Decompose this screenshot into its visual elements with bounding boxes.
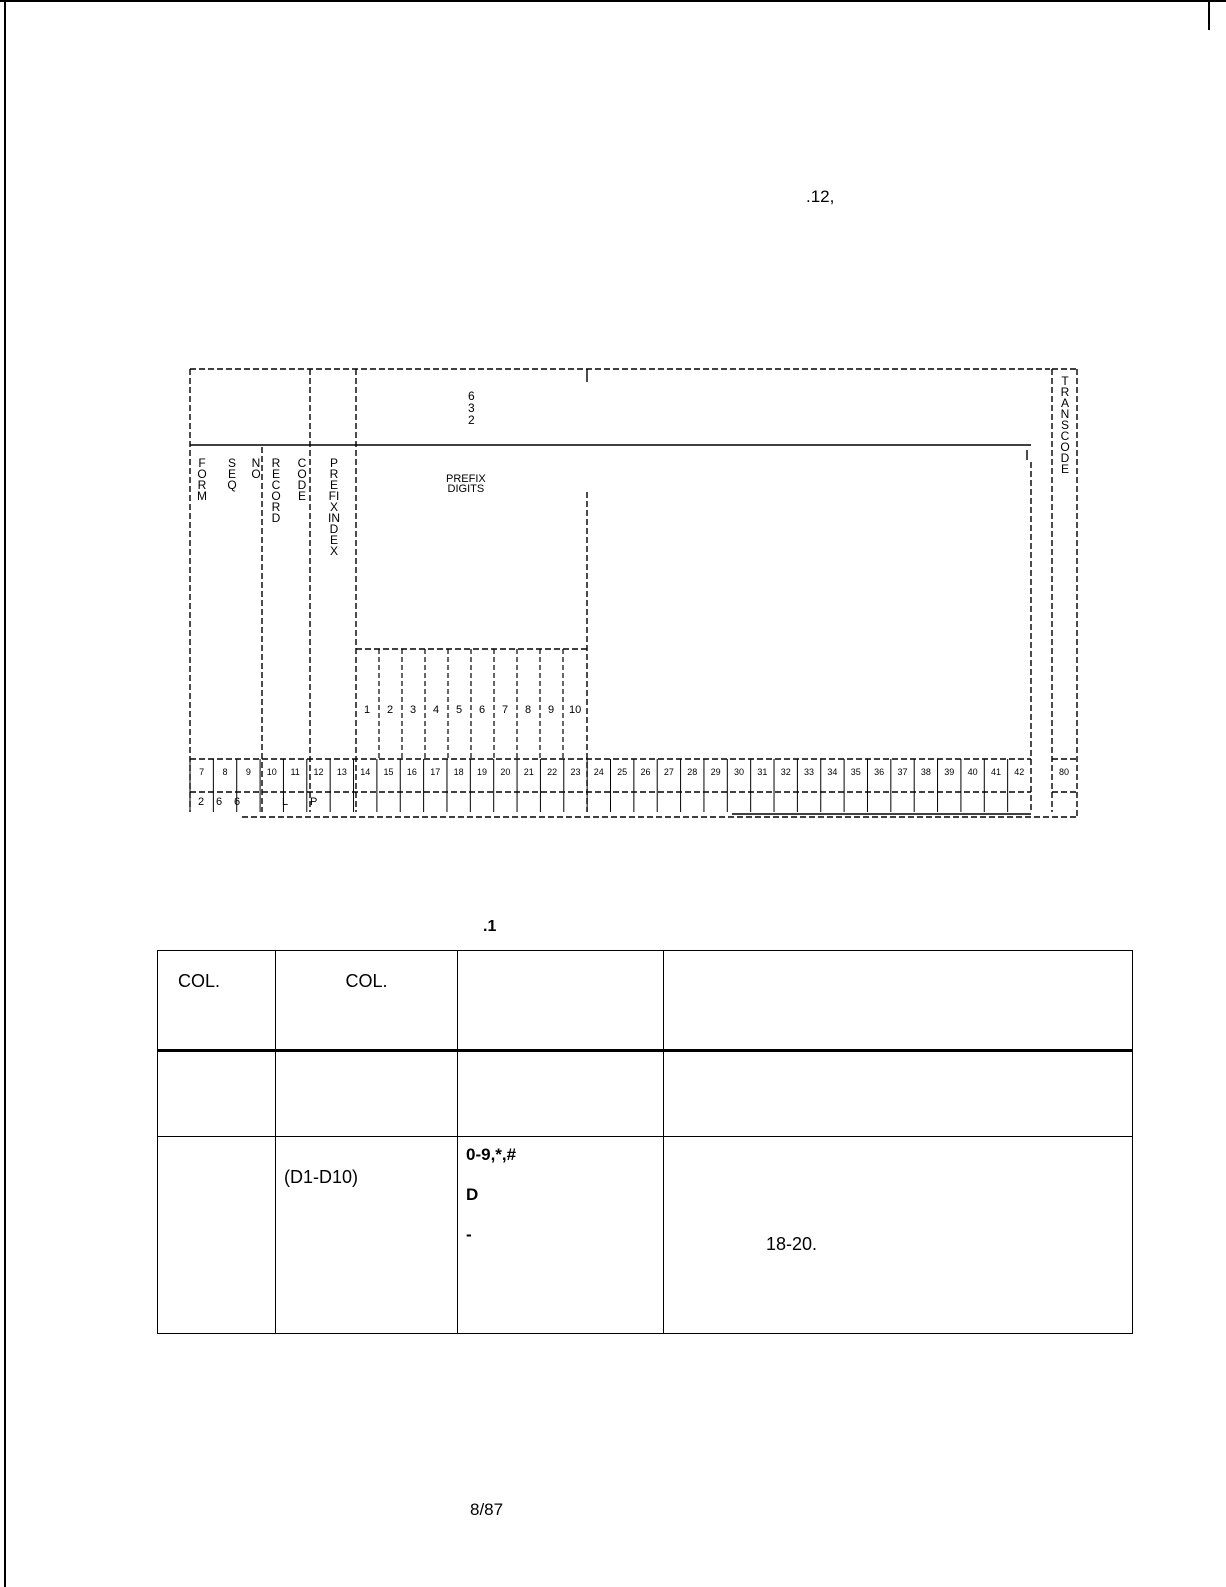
digit-position: 9 [548,704,555,716]
footer-date: 8/87 [470,1500,504,1519]
input-form-diagram [182,362,1082,829]
label-record: RECORD [271,456,281,525]
prefilled-value: 2 [198,796,205,808]
table-cell [158,1051,276,1137]
table-cell [276,1051,458,1137]
column-number: 37 [897,767,908,777]
column-number: 29 [710,767,721,777]
table-cell [458,1051,664,1137]
table-cell [276,1137,458,1334]
header-col [458,951,664,1051]
label-trans-code: TRANS CODE [1060,374,1070,476]
digit-position-row [362,704,592,718]
column-number: 15 [383,767,394,777]
column-number: 24 [593,767,604,777]
table-header-row [158,951,1133,1051]
label-seq: SEQ [227,456,237,492]
page-frame-right [1208,0,1210,30]
valid-value: - [466,1225,472,1244]
column-number: 8 [222,767,228,777]
column-number: 26 [640,767,651,777]
prefilled-value: P [310,796,318,808]
label-prefix-digits [446,474,486,494]
top-mark: 6 [468,389,475,403]
page-frame-top [0,0,1226,2]
table-row [158,1051,1133,1137]
header-col: COL. [158,951,276,1051]
column-number: 80 [1058,767,1070,777]
prefilled-row [194,796,318,810]
column-number: 35 [850,767,861,777]
top-marks [468,390,475,426]
label-no: NO [251,456,261,481]
page-frame-left [4,0,6,1587]
digit-position: 5 [456,704,463,716]
digit-position: 7 [502,704,509,716]
column-number: 40 [967,767,978,777]
column-range: (D1-D10) [284,1167,359,1187]
column-number: 9 [245,767,251,777]
digit-position: 8 [525,704,532,716]
prefilled-value: 6 [216,796,223,808]
column-number: 42 [1014,767,1025,777]
column-number: 13 [336,767,347,777]
column-number: 10 [266,767,277,777]
label-prefix-index: PREFIX INDEX [328,456,340,558]
table-caption: .1 [483,918,497,935]
column-number: 34 [827,767,838,777]
column-number: 20 [500,767,511,777]
table-row [158,1137,1133,1334]
column-number: 36 [874,767,885,777]
digit-position: 4 [433,704,440,716]
digit-position: 10 [569,704,582,716]
reference-number: .12, [806,187,835,206]
column-number: 27 [663,767,674,777]
label-prefix-digits-line2: DIGITS [447,483,485,495]
label-code: CODE [297,456,307,503]
form-svg [182,362,1082,824]
label-form: FORM [197,456,207,503]
digit-position: 6 [479,704,486,716]
column-number: 38 [920,767,931,777]
column-number: 39 [944,767,955,777]
prefilled-value: L [282,796,289,808]
digit-position: 2 [387,704,394,716]
field-table [157,950,1133,1334]
column-number: 19 [477,767,488,777]
column-number: 23 [570,767,581,777]
table-cell [664,1137,1133,1334]
column-number: 12 [313,767,324,777]
column-number: 17 [430,767,441,777]
header-col: COL. [276,951,458,1051]
valid-value: D [466,1185,479,1204]
header-col [664,951,1133,1051]
column-number: 32 [780,767,791,777]
digit-position: 1 [364,704,371,716]
column-number: 14 [360,767,371,777]
label-prefix-digits-line1: PREFIX [446,473,486,485]
column-number: 22 [547,767,558,777]
column-number: 41 [990,767,1001,777]
table-cell [664,1051,1133,1137]
column-number: 21 [523,767,534,777]
column-number: 18 [453,767,464,777]
column-number: 28 [687,767,698,777]
top-mark: 2 [468,413,475,427]
valid-value: 0-9,*,# [466,1145,517,1164]
column-number: 16 [406,767,417,777]
prefilled-value: 6 [234,796,241,808]
note-text: 18-20. [766,1234,818,1254]
column-number: 33 [804,767,815,777]
column-number: 11 [290,767,300,777]
table-cell [458,1137,664,1334]
column-number: 30 [733,767,744,777]
column-number: 25 [617,767,628,777]
table-cell [158,1137,276,1334]
column-number: 7 [199,767,205,777]
digit-position: 3 [410,704,417,716]
top-mark: 3 [468,401,475,415]
column-number: 31 [757,767,768,777]
